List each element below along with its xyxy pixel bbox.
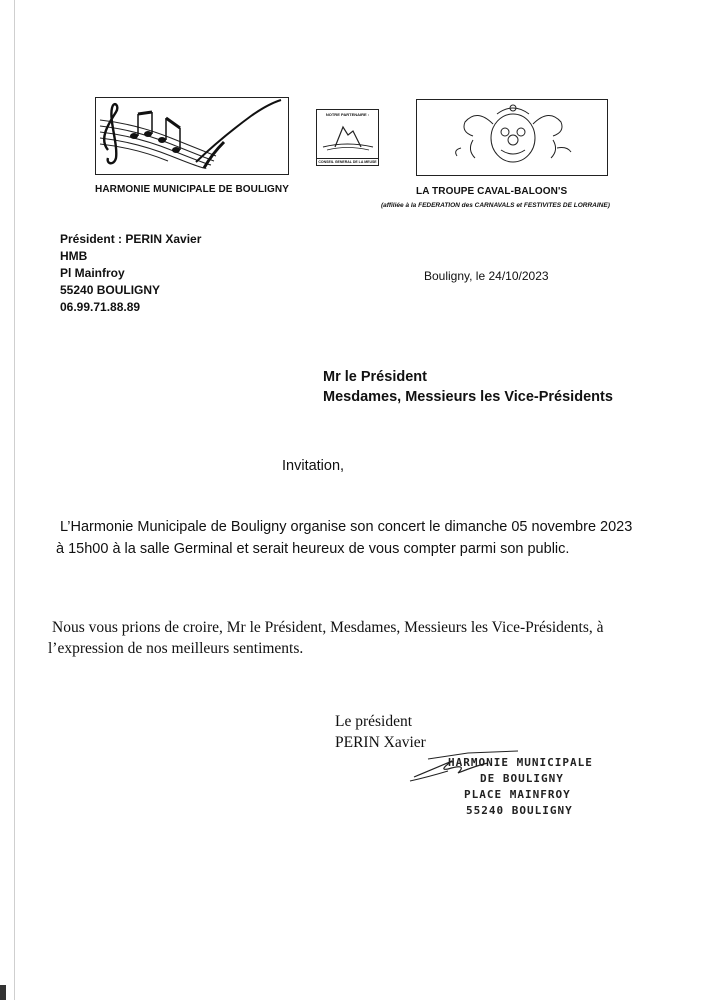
partner-logo-footer: CONSEIL GENERAL DE LA MEUSE [318,160,377,164]
signature-name: PERIN Xavier [335,734,426,751]
body-paragraph-2-line-1: Nous vous prions de croire, Mr le Président, Mesdames, Messieurs les Vice-Présidents, à [52,619,604,636]
landscape-icon [317,117,378,153]
body-paragraph-1-line-1: L’Harmonie Municipale de Bouligny organise son concert le dimanche 05 novembre 2023 [60,519,633,535]
sender-phone: 06.99.71.88.89 [60,300,141,314]
salutation: Invitation, [282,458,345,474]
partner-logo [316,109,379,166]
sender-president: Président : PERIN Xavier [60,232,202,246]
date-line: Bouligny, le 24/10/2023 [424,269,549,283]
caval-baloons-caption: LA TROUPE CAVAL-BALOON'S [416,186,568,197]
partner-logo-label: NOTRE PARTENAIRE : [325,112,370,117]
body-paragraph-1-line-2: à 15h00 à la salle Germinal et serait heureux de vous compter parmi son public. [56,541,570,557]
stamp-line-3: PLACE MAINFROY [464,788,571,801]
clown-icon [417,100,606,174]
harmonie-logo-caption: HARMONIE MUNICIPALE DE BOULIGNY [95,184,290,195]
sender-street: Pl Mainfroy [60,266,125,280]
stamp-line-4: 55240 BOULIGNY [466,804,573,817]
association-stamp [448,755,593,819]
music-notes-logo [96,98,287,173]
recipient-block [323,367,613,407]
body-paragraph-2-line-2: l’expression de nos meilleurs sentiments. [48,640,304,657]
recipient-line-2: Mesdames, Messieurs les Vice-Présidents [323,389,613,405]
signature-title: Le président [335,713,413,730]
stamp-line-1: HARMONIE MUNICIPALE [448,756,593,769]
harmonie-logo [95,97,289,175]
caval-baloons-subcaption: (affiliée à la FEDERATION des CARNAVALS et FESTIVITES DE LORRAINE) [381,202,610,209]
recipient-line-1: Mr le Président [323,369,427,385]
caval-baloons-logo [416,99,608,176]
sender-address [60,231,201,316]
sender-postcode-city: 55240 BOULIGNY [60,283,161,297]
body-paragraph-2 [48,617,604,659]
scan-edge [14,0,15,1000]
scan-corner-mark [0,985,6,1000]
body-paragraph-1 [56,516,633,560]
stamp-line-2: DE BOULIGNY [480,772,564,785]
sender-org: HMB [60,249,88,263]
